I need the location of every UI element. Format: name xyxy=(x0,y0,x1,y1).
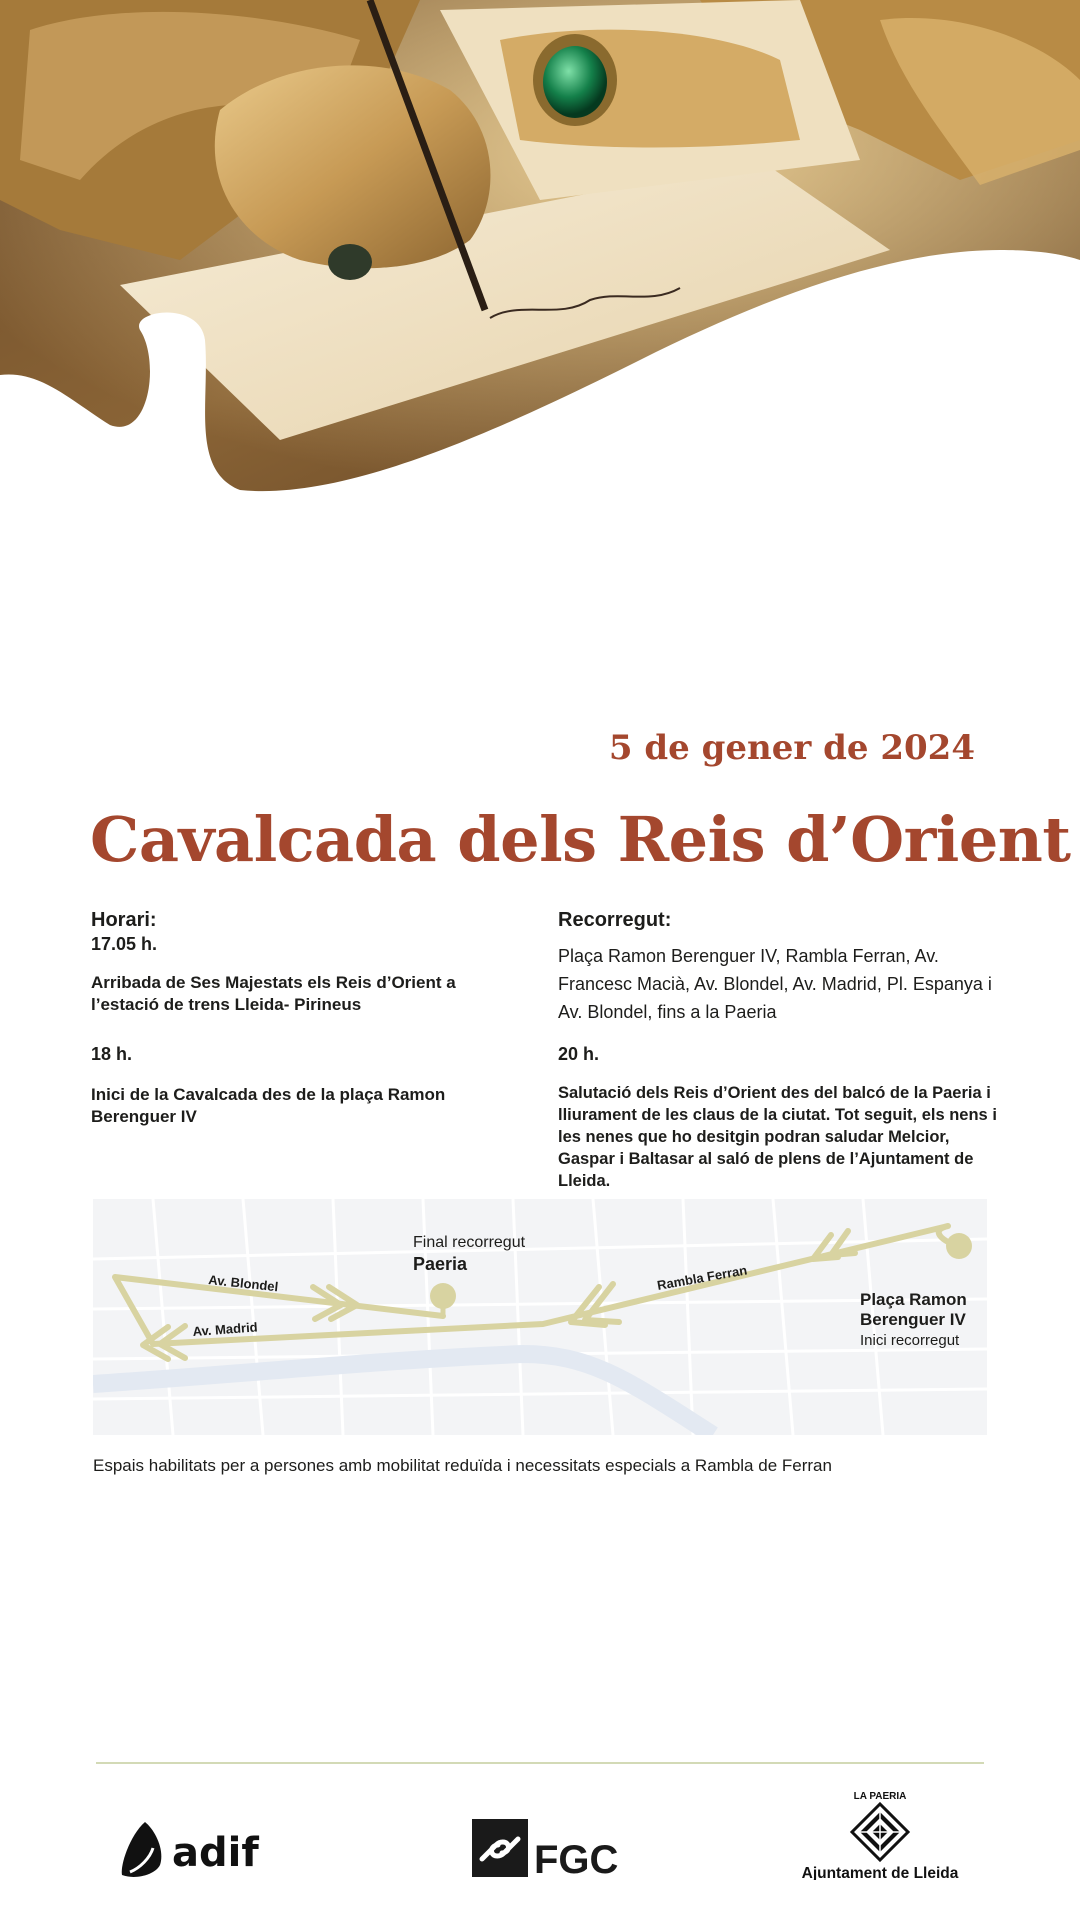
route-section xyxy=(558,908,998,1192)
street-label-madrid: Av. Madrid xyxy=(192,1319,259,1339)
fgc-wordmark: FGC xyxy=(534,1838,619,1879)
event-date: 5 de gener de 2024 xyxy=(608,728,975,768)
adif-logo xyxy=(120,1820,300,1880)
route-heading: Recorregut: xyxy=(558,909,672,931)
start-name-line2: Berenguer IV xyxy=(860,1310,966,1329)
start-caption: Inici recorregut xyxy=(860,1332,960,1349)
street-label-blondel: Av. Blondel xyxy=(207,1272,279,1295)
schedule-time-2: 18 h. xyxy=(91,1044,133,1064)
schedule-text-2: Inici de la Cavalcada des de la plaça Ramon Berenguer IV xyxy=(91,1085,446,1126)
schedule-section xyxy=(91,908,511,1128)
accessibility-note: Espais habilitats per a persones amb mobilitat reduïda i necessitats especials a Rambla de Ferran xyxy=(93,1456,832,1475)
final-caption: Final recorregut xyxy=(413,1234,526,1251)
adif-mark-icon xyxy=(122,1822,162,1877)
paeria-top-label: LA PAERIA xyxy=(853,1791,907,1802)
paeria-name: Ajuntament de Lleida xyxy=(801,1865,959,1880)
route-text: Plaça Ramon Berenguer IV, Rambla Ferran, Av. Francesc Macià, Av. Blondel, Av. Madrid, Pl. Espanya i Av. Blondel, fins a la Paeria xyxy=(558,946,992,1022)
event-title: Cavalcada dels Reis d’Orient xyxy=(90,803,1071,876)
paeria-emblem-icon xyxy=(852,1804,908,1860)
adif-wordmark: adif xyxy=(172,1830,259,1876)
schedule-time-1: 17.05 h. xyxy=(91,934,158,954)
route-final-time: 20 h. xyxy=(558,1044,600,1064)
street-label-rambla: Rambla Ferran xyxy=(655,1262,749,1293)
start-name-line1: Plaça Ramon xyxy=(860,1290,967,1309)
start-point-marker xyxy=(946,1233,972,1259)
fgc-logo xyxy=(472,1819,632,1879)
route-final-text: Salutació dels Reis d’Orient des del balcó de la Paeria i lliurament de les claus de la ciutat. Tot seguit, els nens i les nenes que ho desitgin podran saludar Melcior, Gaspar i Baltasar al saló de plens de l’Ajuntament de Lleida. xyxy=(558,1084,997,1190)
route-map xyxy=(93,1199,987,1435)
ajuntament-lleida-logo xyxy=(785,1788,975,1880)
hero-image xyxy=(0,0,1080,500)
schedule-heading: Horari: xyxy=(91,909,157,931)
footer-divider xyxy=(96,1762,984,1764)
fgc-mark-icon xyxy=(472,1819,528,1877)
schedule-text-1: Arribada de Ses Majestats els Reis d’Orient a l’estació de trens Lleida- Pirineus xyxy=(91,973,456,1014)
final-name: Paeria xyxy=(413,1254,468,1274)
